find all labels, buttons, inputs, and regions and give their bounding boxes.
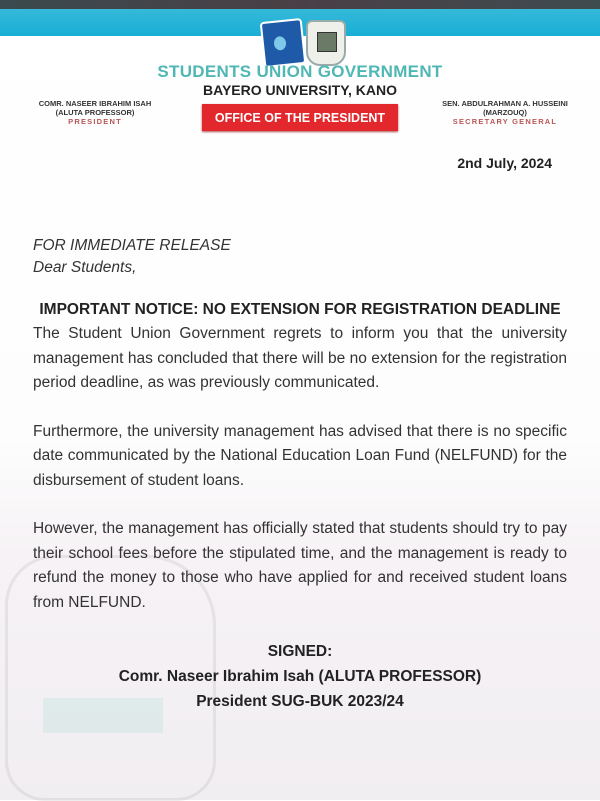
president-role: PRESIDENT bbox=[68, 117, 122, 126]
notice-title: IMPORTANT NOTICE: NO EXTENSION FOR REGISTRATION DEADLINE bbox=[39, 301, 561, 318]
letter-date: 2nd July, 2024 bbox=[457, 155, 552, 171]
secretary-alias: (MARZOUQ) bbox=[483, 108, 527, 117]
president-name: COMR. NASEER IBRAHIM ISAH bbox=[38, 99, 152, 108]
paragraph-1: The Student Union Government regrets to inform you that the university management has concluded that there will be no extension for the registration period deadline, as was previously communicated. bbox=[33, 325, 567, 391]
university-name: BAYERO UNIVERSITY, KANO bbox=[203, 82, 397, 98]
letter-body bbox=[33, 235, 567, 714]
release-label: FOR IMMEDIATE RELEASE bbox=[33, 237, 231, 254]
logos bbox=[258, 14, 354, 64]
secretary-role: SECRETARY GENERAL bbox=[452, 117, 558, 126]
president-alias: (ALUTA PROFESSOR) bbox=[55, 108, 135, 117]
organization-name: STUDENTS UNION GOVERNMENT bbox=[157, 62, 443, 81]
secretary-block bbox=[410, 99, 600, 126]
secretary-name: SEN. ABDULRAHMAN A. HUSSEINI bbox=[442, 99, 568, 108]
salutation: Dear Students, bbox=[33, 259, 137, 276]
paragraph-3: However, the management has officially stated that students should try to pay their school fees before the stipulated time, and the management is ready to refund the money to those who have applied for and received student loans from NELFUND. bbox=[33, 520, 567, 611]
signatory-title: President SUG-BUK 2023/24 bbox=[196, 693, 404, 710]
paragraph-2: Furthermore, the university management has advised that there is no specific date communicated by the National Education Loan Fund (NELFUND) for the disbursement of student loans. bbox=[33, 422, 567, 489]
office-badge: OFFICE OF THE PRESIDENT bbox=[202, 104, 398, 131]
president-block bbox=[0, 99, 190, 126]
buk-crest-icon bbox=[306, 20, 346, 66]
signed-label: SIGNED: bbox=[267, 643, 333, 660]
signatory-name: Comr. Naseer Ibrahim Isah (ALUTA PROFESSOR) bbox=[118, 668, 482, 685]
top-dark-band bbox=[0, 0, 600, 9]
signature-block bbox=[33, 639, 567, 714]
sug-logo-icon bbox=[260, 18, 307, 68]
